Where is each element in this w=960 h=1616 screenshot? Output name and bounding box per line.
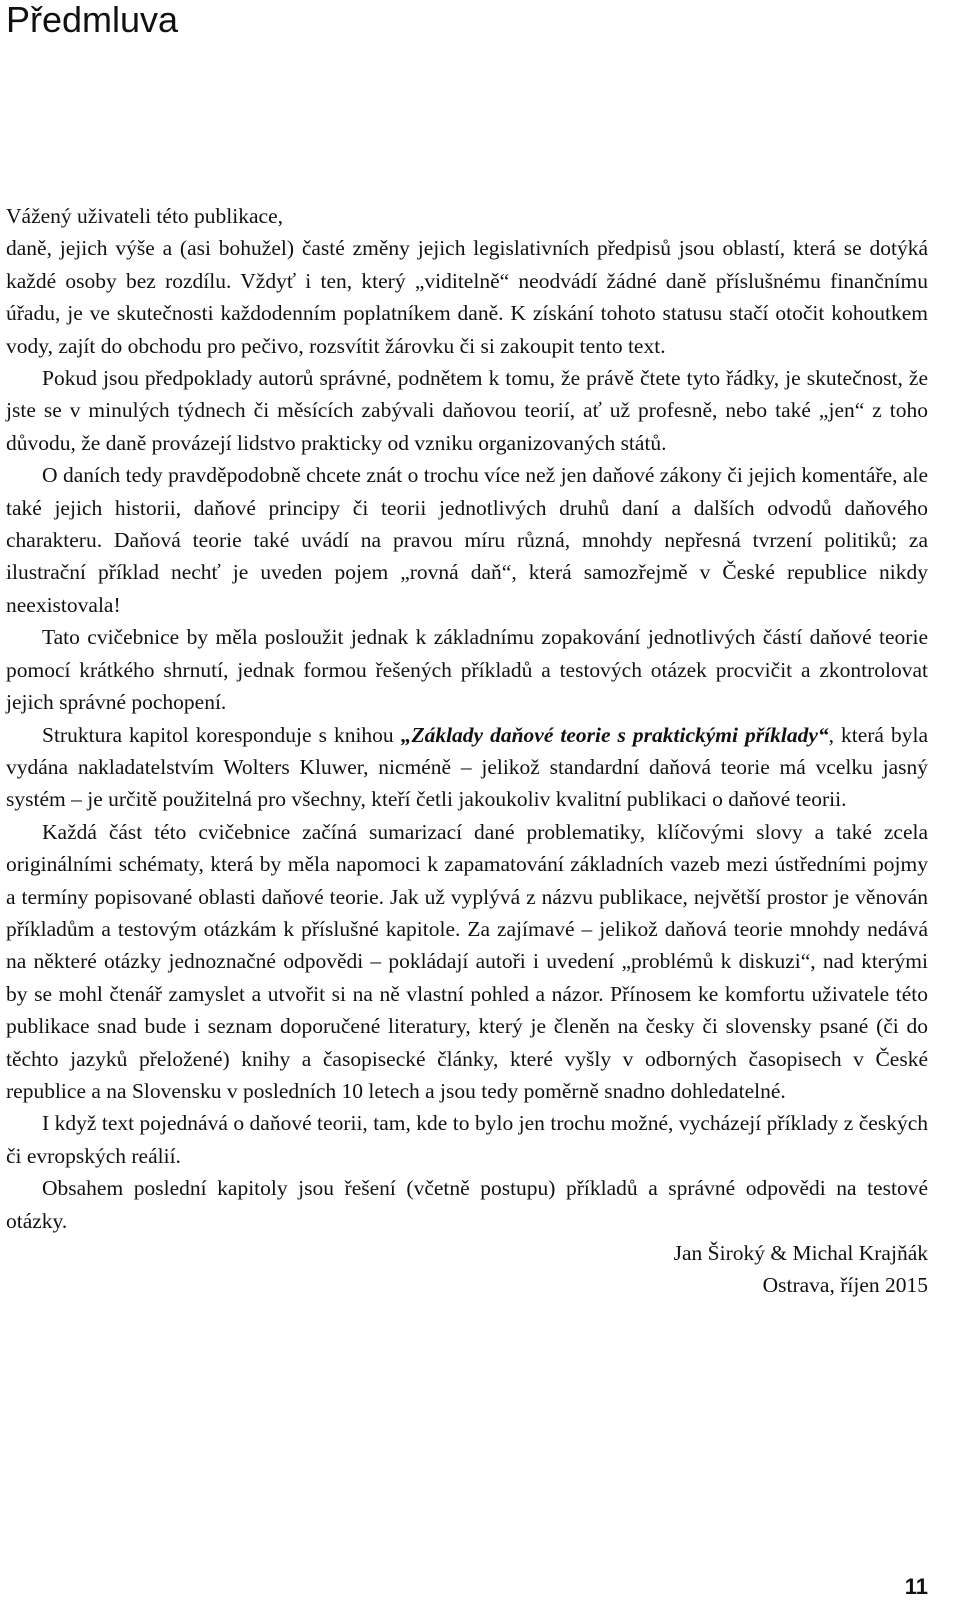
signature-block bbox=[6, 1237, 928, 1302]
paragraph-3: O daních tedy pravděpodobně chcete znát o trochu více než jen daňové zákony či jejich komentáře, ale také jejich historii, daňové principy či teorii jednotlivých druhů daní a dalších odvodů daňového charakteru. Daňová teorie také uvádí na pravou míru různá, mnohdy nepřesná tvrzení politiků; za ilustrační příklad nechť je uveden pojem „rovná daň“, která samozřejmě v České republice nikdy neexistovala! bbox=[6, 463, 928, 617]
paragraph-2: Pokud jsou předpoklady autorů správné, podnětem k tomu, že právě čtete tyto řádky, je skutečnost, že jste se v minulých týdnech či měsících zabývali daňovou teorií, ať už profesně, nebo také „jen“ z toho důvodu, že daně provázejí lidstvo prakticky od vzniku organizovaných států. bbox=[6, 366, 928, 455]
document-page bbox=[6, 0, 928, 1616]
paragraph-5-intro: Struktura kapitol koresponduje s knihou bbox=[42, 722, 401, 747]
paragraph-5-rest: , která byla vydána nakladatelstvím Wolters Kluwer, nicméně – jelikož standardní daňová teorie má vcelku jasný systém – je určitě použitelná pro všechny, kteří četli jakoukoliv kvalitní publikaci o daňové teorii. bbox=[6, 722, 928, 812]
paragraph-7: I když text pojednává o daňové teorii, tam, kde to bylo jen trochu možné, vycházejí příklady z českých či evropských reálií. bbox=[6, 1111, 928, 1168]
preface-body bbox=[6, 200, 928, 1302]
page-number: 11 bbox=[904, 1574, 928, 1599]
paragraph-6: Každá část této cvičebnice začíná sumarizací dané problematiky, klíčovými slovy a také zcela originálními schématy, která by měla napomoci k zapamatování základních vazeb mezi ústředními pojmy a termíny popisované oblasti daňové teorie. Jak už vyplývá z názvu publikace, největší prostor je věnován příkladům a testovým otázkám k příslušné kapitole. Za zajímavé – jelikož daňová teorie mnohdy nedává na některé otázky jednoznačné odpovědi – pokládají autoři i uvedení „problémů k diskuzi“, nad kterými by se mohl čtenář zamyslet a utvořit si na ně vlastní pohled a názor. Přínosem ke komfortu uživatele této publikace snad bude i seznam doporučené literatury, který je členěn na česky či slovensky psané (či do těchto jazyků přeložené) knihy a časopisecké články, které vyšly v odborných časopisech v České republice a na Slovensku v posledních 10 letech a jsou tedy poměrně snadno dohledatelné. bbox=[6, 819, 928, 1103]
book-title: „Základy daňové teorie s praktickými příklady“ bbox=[400, 722, 829, 747]
paragraph-4: Tato cvičebnice by měla posloužit jednak k základnímu zopakování jednotlivých částí daňové teorie pomocí krátkého shrnutí, jednak formou řešených příkladů a testových otázek procvičit a zkontrolovat jejich správné pochopení. bbox=[6, 625, 928, 715]
signature-authors: Jan Široký & Michal Krajňák bbox=[673, 1241, 928, 1265]
salutation: Vážený uživateli této publikace, bbox=[6, 204, 283, 228]
page-title: Předmluva bbox=[6, 0, 179, 40]
paragraph-1: daně, jejich výše a (asi bohužel) časté změny jejich legislativních předpisů jsou oblastí, která se dotýká každé osoby bez rozdílu. Vždyť i ten, který „viditelně“ neodvádí žádné daně příslušnému finančnímu úřadu, je ve skutečnosti každodenním poplatníkem daně. K získání tohoto statusu stačí otočit kohoutkem vody, zajít do obchodu pro pečivo, rozsvítit žárovku či si zakoupit tento text. bbox=[6, 236, 928, 358]
paragraph-5 bbox=[6, 719, 928, 816]
signature-place-date: Ostrava, říjen 2015 bbox=[762, 1273, 928, 1298]
paragraph-8: Obsahem poslední kapitoly jsou řešení (včetně postupu) příkladů a správné odpovědi na testové otázky. bbox=[6, 1176, 928, 1233]
